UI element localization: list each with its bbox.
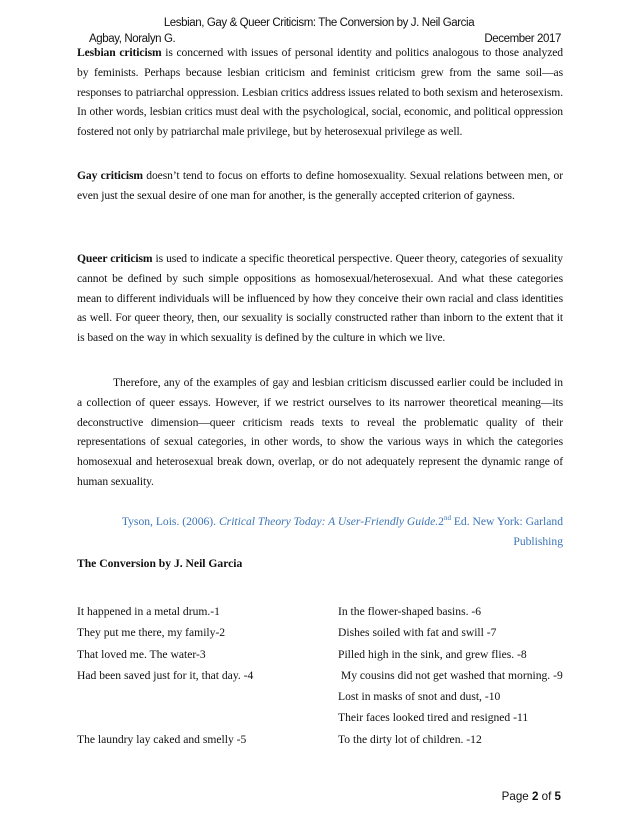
page-current: 2: [531, 790, 539, 803]
poem-line: [77, 686, 253, 707]
paragraph-lesbian-criticism: [77, 43, 563, 142]
citation: [77, 512, 563, 552]
paragraph-text: is used to indicate a specific theoretical perspective. Queer theory, categories of sexuality cannot be defined by such simple oppositions as homosexual/heterosexual. And what these categories mean to different individuals will be influenced by how they conceive their own racial and class identities as well. For queer theory, then, our sexuality is socially constructed rather than inborn to the extent that it is based on the way in which sexuality is defined by the culture in which we live.: [77, 252, 563, 345]
poem-left-column: [77, 601, 253, 750]
poem-line: Pilled high in the sink, and grew flies. -8: [338, 647, 527, 661]
citation-book-title: Critical Theory Today: A User-Friendly Guide.: [218, 515, 439, 528]
poem-line: It happened in a metal drum.-1: [77, 605, 220, 618]
citation-edition-suffix: nd: [443, 514, 451, 523]
poem-right-column: [338, 601, 563, 750]
poem-line: To the dirty lot of children. -12: [338, 732, 482, 746]
term-gay-criticism: Gay criticism: [77, 169, 143, 182]
page-number: [502, 790, 561, 803]
term-lesbian-criticism: Lesbian criticism: [77, 46, 162, 59]
paragraph-queer-criticism: [77, 249, 563, 348]
citation-author: Tyson, Lois. (2006).: [121, 515, 219, 528]
poem-line: In the flower-shaped basins. -6: [338, 605, 482, 618]
page-word: Page: [501, 790, 532, 803]
poem-line: Had been saved just for it, that day. -4: [77, 668, 254, 682]
citation-publisher: Ed. New York: Garland: [450, 515, 563, 528]
term-queer-criticism: Queer criticism: [77, 252, 153, 265]
citation-line-1: [77, 512, 563, 532]
poem-line: Their faces looked tired and resigned -11: [338, 711, 529, 725]
poem-line: Dishes soiled with fat and swill -7: [338, 626, 497, 640]
citation-line-2: Publishing: [513, 534, 563, 548]
citation-edition: 2: [438, 515, 444, 528]
poem-line: That loved me. The water-3: [77, 647, 206, 661]
header-date: December 2017: [484, 33, 561, 45]
header-title: Lesbian, Gay & Queer Criticism: The Conversion by J. Neil Garcia: [163, 17, 475, 29]
of-word: of: [538, 790, 555, 803]
page-total: 5: [554, 790, 561, 803]
paragraph-text: is concerned with issues of personal identity and politics analogous to those analyzed by feminists. Perhaps because lesbian criticism and feminist criticism grew from the same soil—as responses to patriarchal oppression. Lesbian critics address issues related to both sexism and heterosexism. In other words, lesbian critics must deal with the psychological, social, economic, and political oppression fostered not only by patriarchal male privilege, but by heterosexual privilege as well.: [77, 46, 563, 139]
poem-title: The Conversion by J. Neil Garcia: [77, 557, 243, 570]
poem-line: They put me there, my family-2: [77, 626, 226, 640]
poem-line: My cousins did not get washed that morning. -9: [338, 668, 563, 682]
paragraph-gay-criticism: [77, 166, 563, 206]
poem-line: Lost in masks of snot and dust, -10: [338, 690, 501, 704]
poem-line: [77, 707, 253, 728]
header-author: Agbay, Noralyn G.: [89, 33, 176, 45]
poem-line: The laundry lay caked and smelly -5: [77, 732, 247, 746]
paragraph-text: doesn’t tend to focus on efforts to define homosexuality. Sexual relations between men, or even just the sexual desire of one man for another, is the generally accepted criterion of gayness.: [77, 169, 564, 202]
paragraph-therefore: Therefore, any of the examples of gay and lesbian criticism discussed earlier could be included in a collection of queer essays. However, if we restrict ourselves to its narrower theoretical meaning—its deconstructive dimension—queer criticism reads texts to reveal the problematic quality of their representations of sexual categories, in other words, to show the various ways in which the categories homosexual and heterosexual break down, overlap, or do not adequately represent the dynamic range of human sexuality.: [77, 376, 563, 488]
